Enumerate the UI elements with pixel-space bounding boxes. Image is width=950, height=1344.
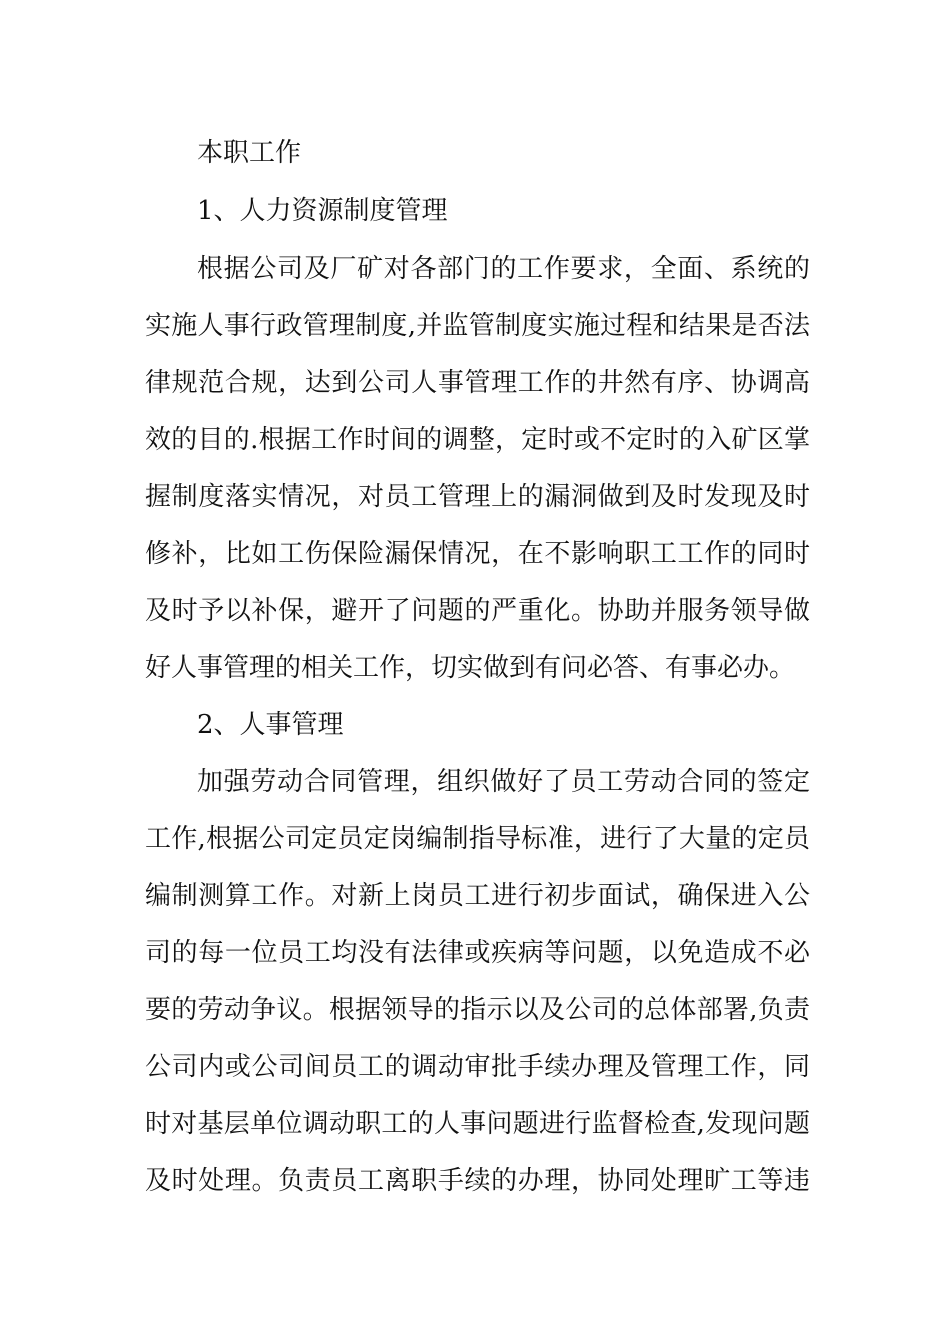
paragraph-line: 时对基层单位调动职工的人事问题进行监督检查,发现问题: [145, 1109, 810, 1139]
paragraph-line: 及时予以补保，避开了问题的严重化。协助并服务领导做: [145, 596, 810, 626]
paragraph-line: 工作,根据公司定员定岗编制指导标准，进行了大量的定员: [145, 824, 810, 854]
paragraph-line: 编制测算工作。对新上岗员工进行初步面试，确保进入公: [145, 881, 810, 911]
paragraph-line: 好人事管理的相关工作，切实做到有问必答、有事必办。: [145, 653, 796, 683]
paragraph-line: 握制度落实情况，对员工管理上的漏洞做到及时发现及时: [145, 482, 810, 512]
paragraph-line: 及时处理。负责员工离职手续的办理，协同处理旷工等违: [145, 1166, 810, 1196]
section-1-title: 1、人力资源制度管理: [197, 196, 448, 226]
paragraph-line: 加强劳动合同管理，组织做好了员工劳动合同的签定: [197, 767, 810, 797]
paragraph-line: 要的劳动争议。根据领导的指示以及公司的总体部署,负责: [145, 995, 810, 1025]
paragraph-line: 修补，比如工伤保险漏保情况，在不影响职工工作的同时: [145, 539, 810, 569]
paragraph-line: 公司内或公司间员工的调动审批手续办理及管理工作，同: [145, 1052, 810, 1082]
section-heading: 本职工作: [197, 138, 302, 168]
section-2-title: 2、人事管理: [197, 710, 344, 740]
paragraph-line: 实施人事行政管理制度,并监管制度实施过程和结果是否法: [145, 311, 810, 341]
paragraph-line: 根据公司及厂矿对各部门的工作要求，全面、系统的: [197, 254, 810, 284]
paragraph-line: 司的每一位员工均没有法律或疾病等问题，以免造成不必: [145, 938, 810, 968]
paragraph-line: 律规范合规，达到公司人事管理工作的井然有序、协调高: [145, 368, 810, 398]
paragraph-line: 效的目的.根据工作时间的调整，定时或不定时的入矿区掌: [145, 425, 810, 455]
